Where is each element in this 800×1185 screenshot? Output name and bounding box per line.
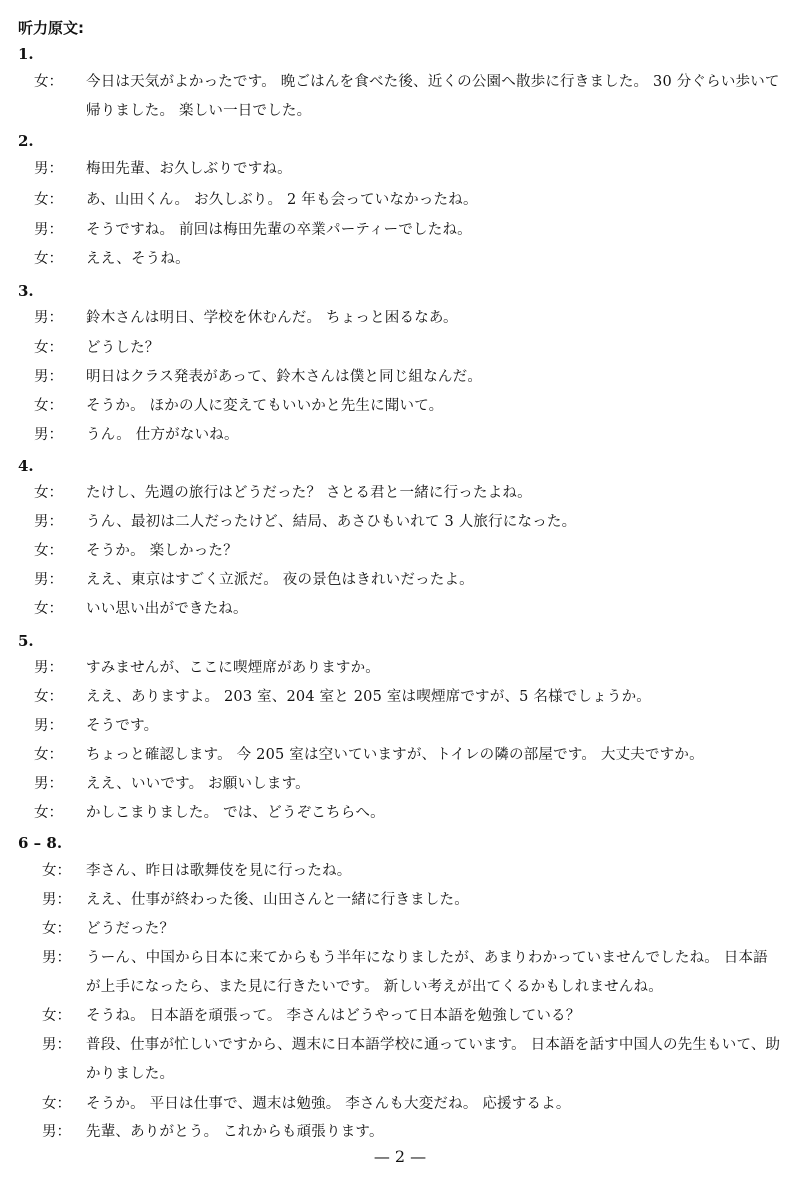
dialogue-text: 鈴木さんは明日、学校を休むんだ。 ちょっと困るなあ。 xyxy=(86,310,458,326)
dialogue-text: そうね。 日本語を頑張って。 李さんはどうやって日本語を勉強している？ xyxy=(86,1008,581,1024)
dialogue-line xyxy=(42,1090,781,1119)
section-number-6-8: 6 – 8. xyxy=(18,834,63,852)
dialogue-line xyxy=(34,216,794,245)
speaker-label: 男： xyxy=(34,427,63,443)
speaker-label: 男： xyxy=(42,1124,71,1140)
dialogue-text: すみませんが、ここに喫煙席がありますか。 xyxy=(86,660,380,676)
dialogue-text: たけし、先週の旅行はどうだった？ さとる君と一緒に行ったよね。 xyxy=(86,485,532,501)
dialogue-line xyxy=(34,654,794,683)
section-number-4: 4. xyxy=(18,457,34,475)
dialogue-text: あ、山田くん。 お久しぶり。 2 年も会っていなかったね。 xyxy=(86,192,478,208)
dialogue-line xyxy=(34,334,794,363)
dialogue-text: 明日はクラス発表があって、鈴木さんは僕と同じ組なんだ。 xyxy=(86,369,483,385)
speaker-label: 男： xyxy=(34,222,63,238)
section-number-3: 3. xyxy=(18,282,34,300)
dialogue-line xyxy=(42,1118,781,1147)
speaker-label: 女： xyxy=(34,340,63,356)
dialogue-text: いい思い出ができたね。 xyxy=(86,601,248,617)
dialogue-text: かしこまりました。 では、どうぞこちらへ。 xyxy=(86,805,385,821)
dialogue-text: うん。 仕方がないね。 xyxy=(86,427,239,443)
speaker-label: 女： xyxy=(42,863,71,879)
dialogue-line xyxy=(34,392,794,421)
speaker-label: 女： xyxy=(42,921,71,937)
speaker-label: 女： xyxy=(34,74,63,90)
dialogue-line xyxy=(34,683,794,712)
dialogue-line xyxy=(34,68,794,126)
dialogue-line xyxy=(34,537,794,566)
speaker-label: 男： xyxy=(42,892,71,908)
speaker-label: 男： xyxy=(34,572,63,588)
dialogue-text: うーん、中国から日本に来てからもう半年になりましたが、あまりわかっていませんでしたね。 日本語が上手になったら、また見に行きたいです。 新しい考えが出てくるかもしれませんね。 xyxy=(86,950,768,995)
dialogue-line xyxy=(34,155,794,184)
speaker-label: 男： xyxy=(34,161,63,177)
dialogue-text: 先輩、ありがとう。 これからも頑張ります。 xyxy=(86,1124,384,1140)
speaker-label: 女： xyxy=(34,398,63,414)
dialogue-line xyxy=(34,304,794,333)
dialogue-text: どうした？ xyxy=(86,340,160,356)
page-heading: 听力原文: xyxy=(18,19,84,37)
dialogue-text: ちょっと確認します。 今 205 室は空いていますが、トイレの隣の部屋です。 大丈夫ですか。 xyxy=(86,747,704,763)
speaker-label: 女： xyxy=(34,601,63,617)
speaker-label: 女： xyxy=(34,805,63,821)
dialogue-line xyxy=(34,508,794,537)
dialogue-line xyxy=(34,770,794,799)
dialogue-line xyxy=(42,857,781,886)
speaker-label: 男： xyxy=(34,369,63,385)
dialogue-text: 李さん、昨日は歌舞伎を見に行ったね。 xyxy=(86,863,352,879)
dialogue-text: 今日は天気がよかったです。 晩ごはんを食べた後、近くの公園へ散歩に行きました。 30 分ぐらい歩いて帰りました。 楽しい一日でした。 xyxy=(86,74,780,119)
dialogue-text: そうか。 平日は仕事で、週末は勉強。 李さんも大変だね。 応援するよ。 xyxy=(86,1096,571,1112)
dialogue-line xyxy=(34,363,794,392)
dialogue-line xyxy=(42,1002,781,1031)
dialogue-line xyxy=(34,245,794,274)
speaker-label: 男： xyxy=(34,660,63,676)
dialogue-line xyxy=(34,186,794,215)
speaker-label: 女： xyxy=(34,192,63,208)
speaker-label: 女： xyxy=(34,485,63,501)
dialogue-line xyxy=(42,944,781,1002)
dialogue-line xyxy=(42,886,781,915)
speaker-label: 女： xyxy=(42,1008,71,1024)
speaker-label: 男： xyxy=(42,950,71,966)
page-number: — 2 — xyxy=(373,1147,427,1166)
dialogue-line xyxy=(34,479,794,508)
dialogue-line xyxy=(34,595,794,624)
speaker-label: 男： xyxy=(34,776,63,792)
dialogue-text: どうだった？ xyxy=(86,921,175,937)
section-number-2: 2. xyxy=(18,132,34,150)
speaker-label: 女： xyxy=(34,543,63,559)
dialogue-text: ええ、いいです。 お願いします。 xyxy=(86,776,310,792)
dialogue-line xyxy=(42,1031,781,1089)
speaker-label: 男： xyxy=(34,718,63,734)
dialogue-line xyxy=(34,421,794,450)
dialogue-text: 普段、仕事が忙しいですから、週末に日本語学校に通っています。 日本語を話す中国人の先生もいて、助かりました。 xyxy=(86,1037,781,1082)
section-number-1: 1. xyxy=(18,45,34,63)
dialogue-line xyxy=(34,741,794,770)
dialogue-line xyxy=(34,799,794,828)
section-number-5: 5. xyxy=(18,632,34,650)
dialogue-line xyxy=(34,566,794,595)
dialogue-text: ええ、東京はすごく立派だ。 夜の景色はきれいだったよ。 xyxy=(86,572,474,588)
speaker-label: 女： xyxy=(34,747,63,763)
speaker-label: 男： xyxy=(42,1037,71,1053)
speaker-label: 女： xyxy=(34,689,63,705)
dialogue-text: そうか。 ほかの人に変えてもいいかと先生に聞いて。 xyxy=(86,398,444,414)
dialogue-line xyxy=(42,915,781,944)
dialogue-text: そうか。 楽しかった？ xyxy=(86,543,238,559)
dialogue-text: ええ、仕事が終わった後、山田さんと一緒に行きました。 xyxy=(86,892,469,908)
dialogue-text: うん、最初は二人だったけど、結局、あさひもいれて 3 人旅行になった。 xyxy=(86,514,577,530)
speaker-label: 女： xyxy=(34,251,63,267)
speaker-label: 男： xyxy=(34,310,63,326)
speaker-label: 女： xyxy=(42,1096,71,1112)
dialogue-line xyxy=(34,712,794,741)
speaker-label: 男： xyxy=(34,514,63,530)
dialogue-text: そうですね。 前回は梅田先輩の卒業パーティーでしたね。 xyxy=(86,222,472,238)
dialogue-text: ええ、ありますよ。 203 室、204 室と 205 室は喫煙席ですが、5 名様でしょうか。 xyxy=(86,689,651,705)
dialogue-text: 梅田先輩、お久しぶりですね。 xyxy=(86,161,292,177)
dialogue-text: ええ、そうね。 xyxy=(86,251,190,267)
dialogue-text: そうです。 xyxy=(86,718,159,734)
